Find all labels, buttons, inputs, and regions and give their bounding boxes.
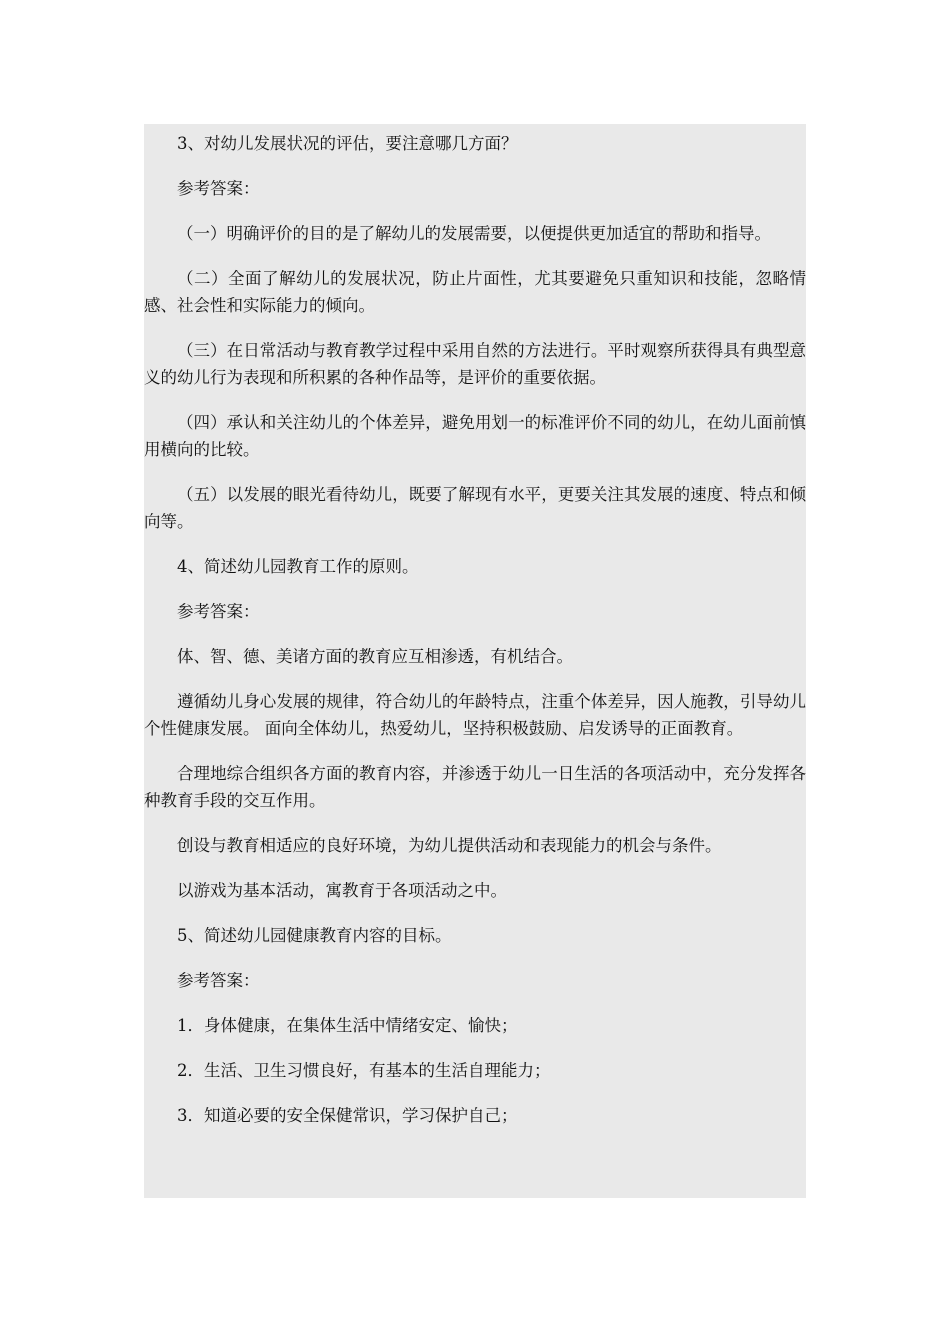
answer-label: 参考答案： (177, 179, 260, 198)
answer-label: 参考答案： (177, 971, 260, 990)
answer-point: （一）明确评价的目的是了解幼儿的发展需要，以便提供更加适宜的帮助和指导。 (177, 224, 771, 243)
question-3-heading: 3、对幼儿发展状况的评估，要注意哪几方面？ (177, 134, 518, 153)
answer-point: 创设与教育相适应的良好环境，为幼儿提供活动和表现能力的机会与条件。 (177, 836, 722, 855)
answer-point: （四）承认和关注幼儿的个体差异，避免用划一的标准评价不同的幼儿，在幼儿面前慎用横向的比较。 (144, 413, 806, 459)
answer-point: 1．身体健康，在集体生活中情绪安定、愉快； (177, 1016, 518, 1035)
answer-point: 以游戏为基本活动，寓教育于各项活动之中。 (177, 881, 507, 900)
answer-point: 2．生活、卫生习惯良好，有基本的生活自理能力； (177, 1061, 551, 1080)
document-body (144, 124, 806, 1198)
answer-point: （三）在日常活动与教育教学过程中采用自然的方法进行。平时观察所获得具有典型意义的幼儿行为表现和所积累的各种作品等，是评价的重要依据。 (144, 341, 806, 387)
answer-point: （五）以发展的眼光看待幼儿，既要了解现有水平，更要关注其发展的速度、特点和倾向等。 (144, 485, 806, 531)
answer-point: 体、智、德、美诸方面的教育应互相渗透，有机结合。 (177, 647, 573, 666)
answer-point: 遵循幼儿身心发展的规律，符合幼儿的年龄特点，注重个体差异，因人施教，引导幼儿个性健康发展。 面向全体幼儿，热爱幼儿，坚持积极鼓励、启发诱导的正面教育。 (144, 692, 806, 738)
answer-point: 3．知道必要的安全保健常识，学习保护自己； (177, 1106, 518, 1125)
question-4-heading: 4、简述幼儿园教育工作的原则。 (177, 557, 419, 576)
question-5-heading: 5、简述幼儿园健康教育内容的目标。 (177, 926, 452, 945)
answer-point: （二）全面了解幼儿的发展状况，防止片面性，尤其要避免只重知识和技能，忽略情感、社会性和实际能力的倾向。 (144, 269, 806, 315)
answer-label: 参考答案： (177, 602, 260, 621)
answer-point: 合理地综合组织各方面的教育内容，并渗透于幼儿一日生活的各项活动中，充分发挥各种教育手段的交互作用。 (144, 764, 806, 810)
